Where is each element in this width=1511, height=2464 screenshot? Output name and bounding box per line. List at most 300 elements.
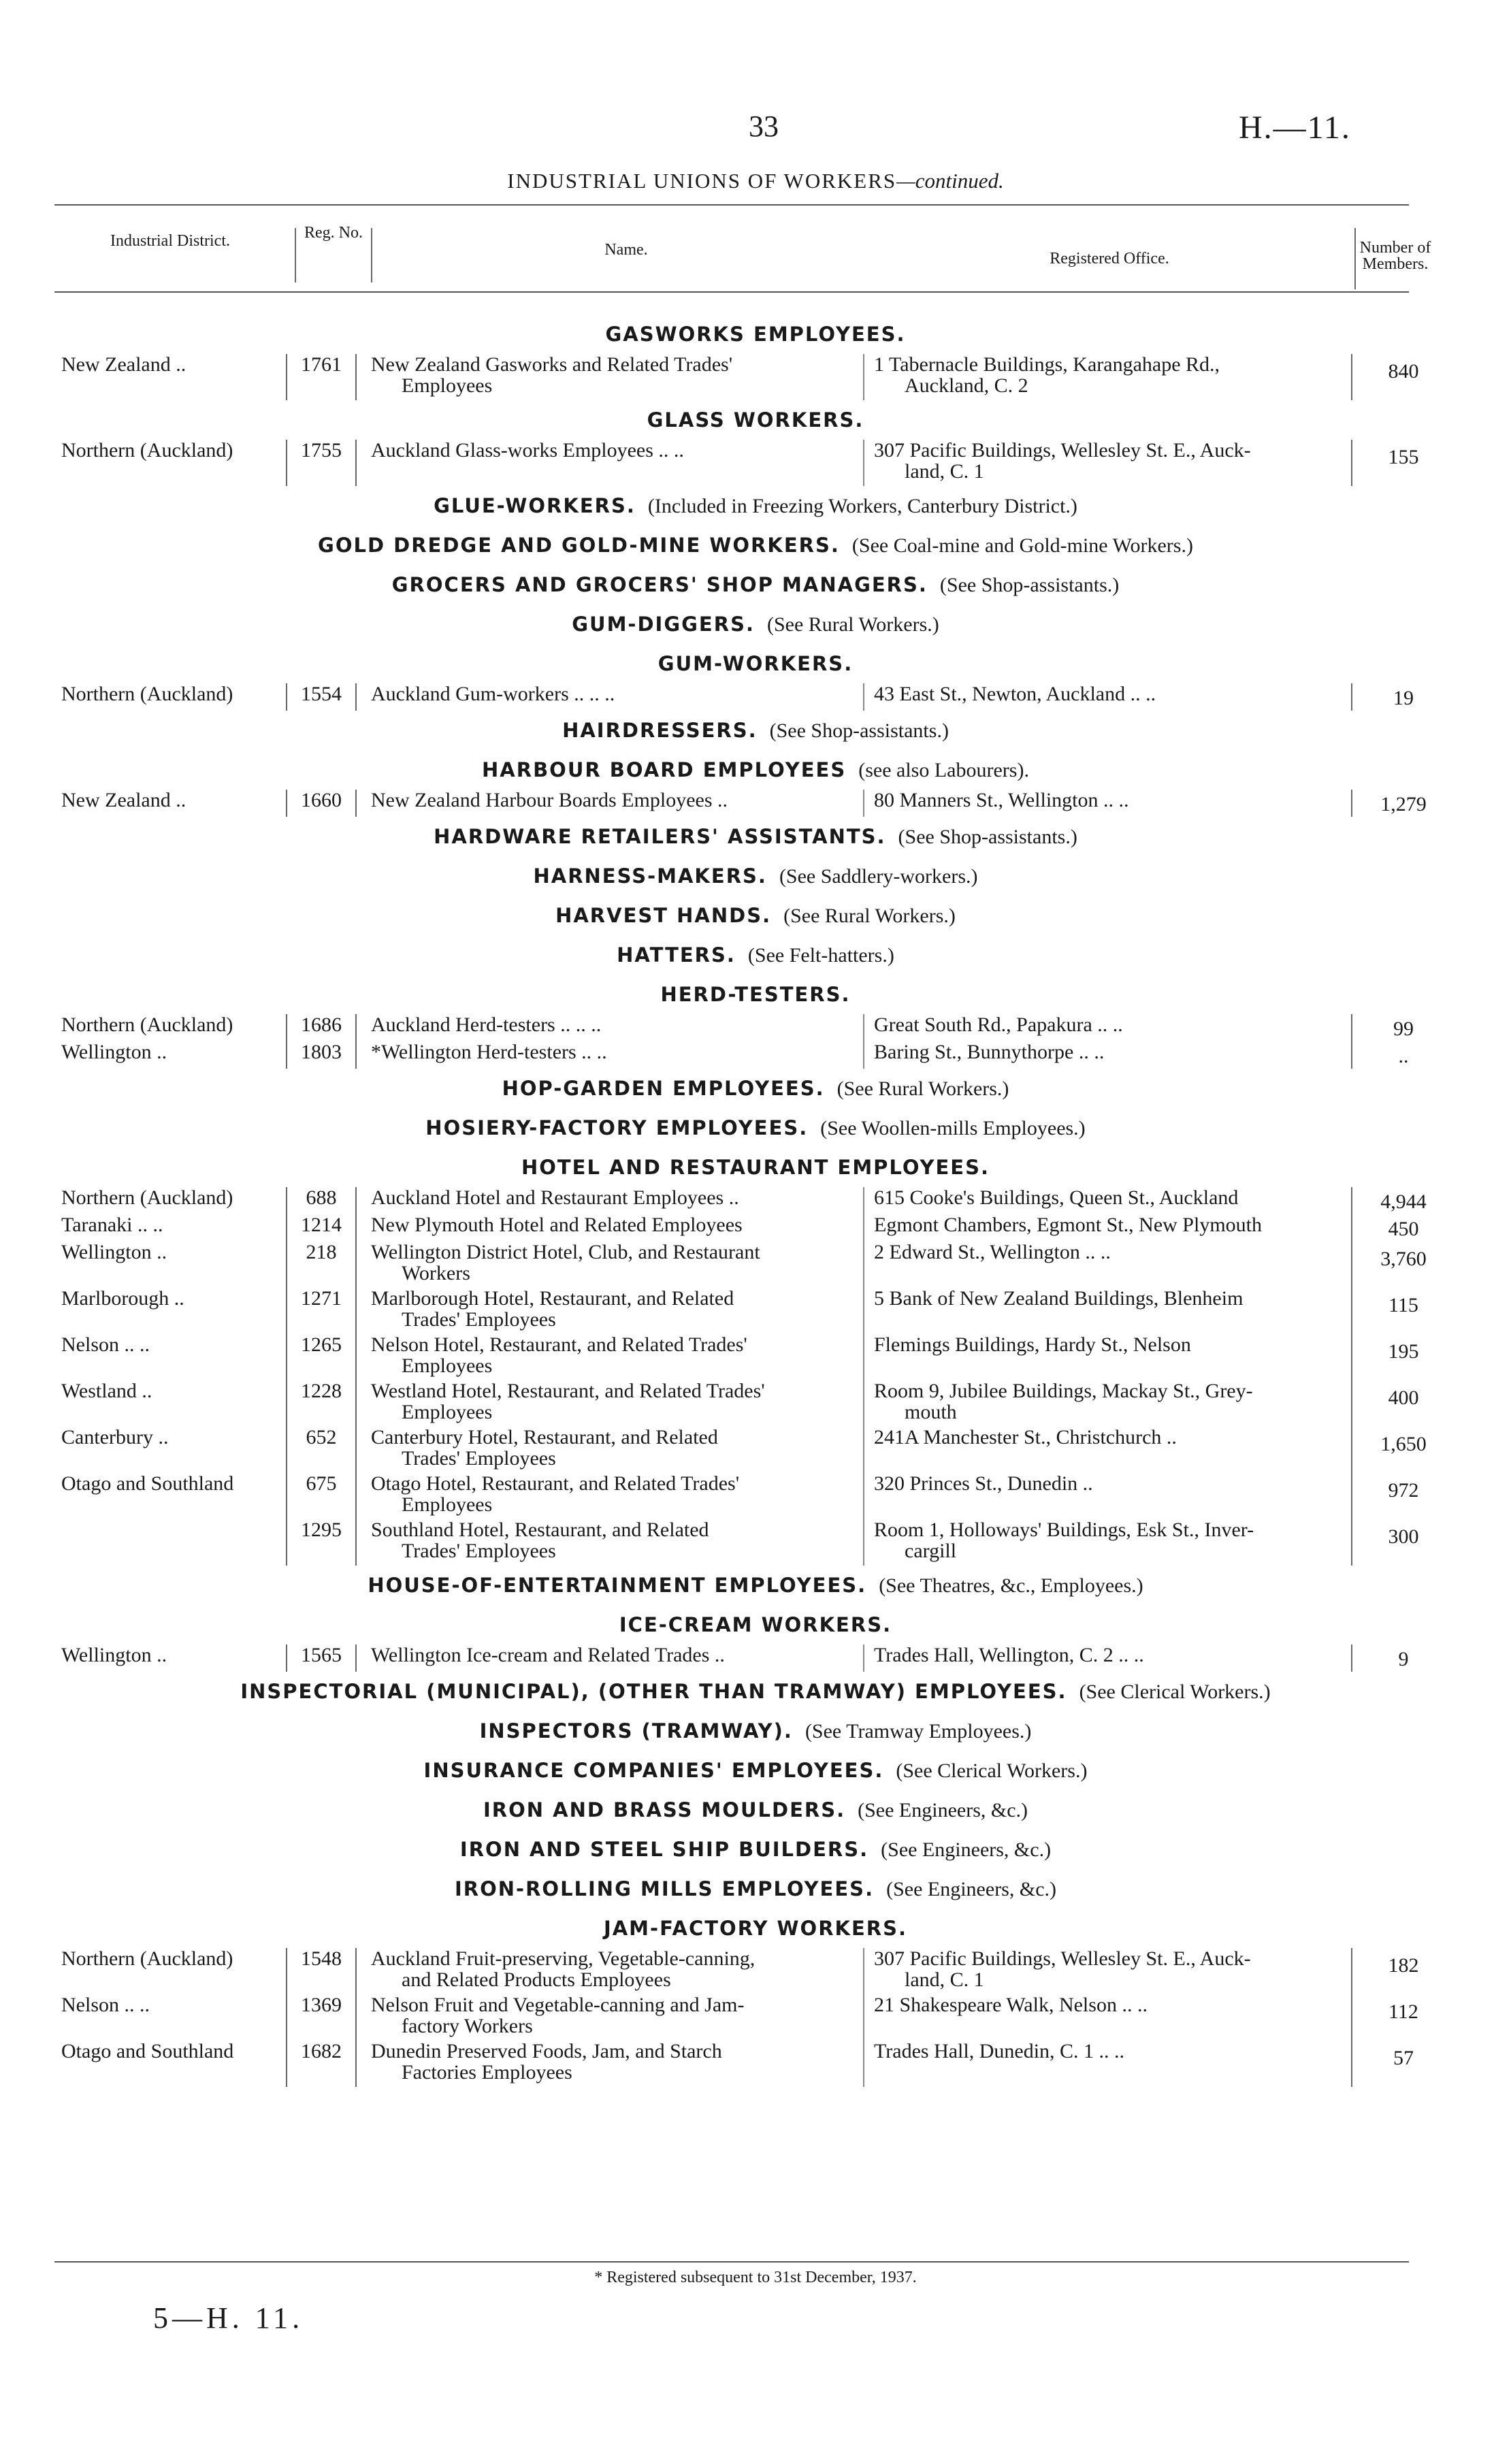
section-heading-text: INSURANCE COMPANIES' EMPLOYEES. — [423, 1759, 884, 1782]
registered-office-cell — [863, 1519, 1326, 1566]
industrial-district-cell: Marlborough .. — [61, 1287, 184, 1310]
industrial-district-cell: Taranaki .. .. — [61, 1214, 163, 1236]
section-heading — [0, 1566, 1511, 1605]
section-heading — [0, 525, 1511, 565]
industrial-district-cell: Wellington .. — [61, 1644, 167, 1666]
reg-number-cell: 1565 — [286, 1644, 357, 1672]
registered-office-cell — [863, 440, 1326, 486]
union-name-cell — [371, 1288, 847, 1330]
section-heading-text: GUM-DIGGERS. — [572, 613, 755, 636]
registered-office-line: land, C. 1 — [905, 1968, 984, 1991]
union-name-line: Employees — [402, 374, 493, 397]
document-reference: H.—11. — [1239, 110, 1351, 146]
section-heading — [0, 1790, 1511, 1830]
members-cell — [1351, 1242, 1455, 1288]
registered-office-line: 43 East St., Newton, Auckland .. .. — [874, 683, 1156, 705]
industrial-district-cell: Northern (Auckland) — [61, 439, 233, 461]
section-cross-reference: (See Felt-hatters.) — [747, 944, 894, 967]
section-heading-text: HARNESS-MAKERS. — [533, 864, 767, 888]
section-heading-text: HERD-TESTERS. — [660, 983, 851, 1006]
union-section — [0, 1790, 1511, 1830]
members-cell — [1351, 1334, 1455, 1380]
table-row — [0, 790, 1511, 817]
members-count: 112 — [1388, 2000, 1418, 2023]
section-heading — [0, 1069, 1511, 1108]
members-cell — [1351, 2041, 1455, 2087]
union-name-line: Auckland Gum-workers .. .. .. — [371, 683, 615, 705]
section-heading-text: GUM-WORKERS. — [657, 652, 854, 675]
union-name-cell — [371, 2041, 847, 2083]
section-heading — [0, 1672, 1511, 1711]
union-section — [0, 817, 1511, 856]
unions-table — [0, 314, 1511, 2087]
column-header-name: Name. — [604, 241, 648, 259]
registered-office-cell — [863, 683, 1326, 711]
table-row — [0, 1994, 1511, 2041]
registered-office-line: Great South Rd., Papakura .. .. — [874, 1014, 1123, 1036]
industrial-district-cell: Nelson .. .. — [61, 1333, 150, 1356]
industrial-district-cell: Northern (Auckland) — [61, 1947, 233, 1970]
union-section — [0, 1566, 1511, 1605]
union-section — [0, 1069, 1511, 1108]
table-row — [0, 1288, 1511, 1334]
union-name-line: Canterbury Hotel, Restaurant, and Related — [371, 1426, 718, 1448]
section-cross-reference: (See Shop-assistants.) — [939, 574, 1120, 596]
section-cross-reference: (See Theatres, &c., Employees.) — [879, 1574, 1143, 1597]
table-row — [0, 440, 1511, 486]
registered-office-line: Room 9, Jubilee Buildings, Mackay St., Grey- — [874, 1380, 1253, 1402]
members-count: 155 — [1388, 446, 1419, 468]
union-section — [0, 1711, 1511, 1751]
section-heading — [0, 817, 1511, 856]
section-heading — [0, 1605, 1511, 1644]
members-count: 1,650 — [1380, 1433, 1427, 1455]
registered-office-line: 307 Pacific Buildings, Wellesley St. E., Auck- — [874, 439, 1251, 461]
union-name-line: and Related Products Employees — [402, 1968, 671, 1991]
section-cross-reference: (See Tramway Employees.) — [805, 1720, 1032, 1742]
union-section — [0, 896, 1511, 935]
registered-office-line: 80 Manners St., Wellington .. .. — [874, 789, 1129, 811]
union-section — [0, 975, 1511, 1069]
industrial-district-cell: Nelson .. .. — [61, 1994, 150, 2016]
page-title-continued: —continued. — [896, 169, 1004, 193]
table-row — [0, 1380, 1511, 1427]
members-cell — [1351, 790, 1455, 817]
header-divider — [371, 228, 372, 282]
union-name-cell — [371, 1427, 847, 1469]
section-heading — [0, 1751, 1511, 1790]
section-heading — [0, 1909, 1511, 1948]
reg-number-cell: 1369 — [286, 1994, 357, 2041]
table-row — [0, 1187, 1511, 1214]
members-cell — [1351, 1380, 1455, 1427]
section-heading — [0, 1869, 1511, 1909]
reg-number-cell: 1295 — [286, 1519, 357, 1566]
reg-number-cell: 688 — [286, 1187, 357, 1214]
union-section — [0, 1605, 1511, 1672]
union-section — [0, 711, 1511, 750]
section-heading — [0, 1108, 1511, 1148]
section-cross-reference: (See Woollen-mills Employees.) — [820, 1117, 1086, 1139]
members-cell — [1351, 1994, 1455, 2041]
section-cross-reference: (See Saddlery-workers.) — [779, 865, 978, 888]
union-section — [0, 644, 1511, 711]
union-name-line: Marlborough Hotel, Restaurant, and Related — [371, 1287, 734, 1310]
section-heading-text: INSPECTORS (TRAMWAY). — [479, 1719, 793, 1742]
union-section — [0, 1108, 1511, 1148]
reg-number-cell: 1228 — [286, 1380, 357, 1427]
section-heading-text: IRON AND BRASS MOULDERS. — [483, 1798, 846, 1821]
section-heading-text: HOUSE-OF-ENTERTAINMENT EMPLOYEES. — [368, 1574, 867, 1597]
union-section — [0, 565, 1511, 604]
members-cell — [1351, 1473, 1455, 1519]
members-count: 840 — [1388, 360, 1419, 383]
union-name-line: New Plymouth Hotel and Related Employees — [371, 1214, 743, 1236]
section-heading-text: GOLD DREDGE AND GOLD-MINE WORKERS. — [318, 534, 840, 557]
union-section — [0, 604, 1511, 644]
section-heading — [0, 935, 1511, 975]
header-divider — [1354, 228, 1356, 289]
registered-office-cell — [863, 1994, 1326, 2041]
section-cross-reference: (see also Labourers). — [858, 759, 1029, 781]
section-heading-text: IRON AND STEEL SHIP BUILDERS. — [459, 1838, 869, 1861]
union-name-line: factory Workers — [402, 2015, 533, 2037]
industrial-district-cell: Wellington .. — [61, 1041, 167, 1063]
members-cell — [1351, 1214, 1455, 1242]
members-count: 450 — [1388, 1218, 1419, 1240]
section-heading-text: ICE-CREAM WORKERS. — [619, 1613, 892, 1636]
industrial-district-cell: Canterbury .. — [61, 1426, 169, 1448]
section-heading-text: HATTERS. — [617, 943, 736, 967]
union-name-line: New Zealand Gasworks and Related Trades' — [371, 353, 733, 376]
union-name-line: Auckland Glass-works Employees .. .. — [371, 439, 684, 461]
column-header-members: Number of Members. — [1359, 239, 1431, 273]
union-name-line: Auckland Hotel and Restaurant Employees .. — [371, 1186, 739, 1209]
reg-number-cell: 1660 — [286, 790, 357, 817]
table-row — [0, 1334, 1511, 1380]
table-row — [0, 354, 1511, 400]
union-section — [0, 1869, 1511, 1909]
registered-office-line: 5 Bank of New Zealand Buildings, Blenheim — [874, 1287, 1244, 1310]
union-section — [0, 935, 1511, 975]
section-heading — [0, 400, 1511, 440]
reg-number-cell: 1682 — [286, 2041, 357, 2087]
union-name-cell — [371, 683, 847, 704]
section-heading-text: HAIRDRESSERS. — [562, 719, 758, 742]
union-name-line: Southland Hotel, Restaurant, and Related — [371, 1519, 709, 1541]
reg-number-cell: 1265 — [286, 1334, 357, 1380]
page-title — [0, 169, 1511, 193]
registered-office-line: Trades Hall, Wellington, C. 2 .. .. — [874, 1644, 1144, 1666]
registered-office-cell — [863, 1380, 1326, 1427]
members-count: 19 — [1393, 687, 1414, 709]
union-section — [0, 486, 1511, 525]
reg-number-cell: 652 — [286, 1427, 357, 1473]
section-cross-reference: (See Engineers, &c.) — [886, 1878, 1056, 1900]
registered-office-line: Auckland, C. 2 — [905, 374, 1028, 397]
table-row — [0, 1242, 1511, 1288]
members-count: 300 — [1388, 1525, 1419, 1548]
union-name-cell — [371, 1014, 847, 1035]
table-row — [0, 1948, 1511, 1994]
union-name-line: Wellington Ice-cream and Related Trades .. — [371, 1644, 725, 1666]
members-cell — [1351, 1014, 1455, 1041]
section-heading-text: GLASS WORKERS. — [647, 408, 864, 432]
union-name-cell — [371, 1041, 847, 1063]
section-cross-reference: (See Shop-assistants.) — [769, 719, 949, 742]
section-heading — [0, 486, 1511, 525]
registered-office-cell — [863, 1427, 1326, 1473]
registered-office-line: land, C. 1 — [905, 460, 984, 483]
registered-office-line: Room 1, Holloways' Buildings, Esk St., Inver- — [874, 1519, 1254, 1541]
members-count: 9 — [1398, 1648, 1409, 1670]
registered-office-cell — [863, 790, 1326, 817]
union-name-cell — [371, 1948, 847, 1990]
registered-office-line: Trades Hall, Dunedin, C. 1 .. .. — [874, 2040, 1125, 2062]
table-row — [0, 1644, 1511, 1672]
registered-office-line: 1 Tabernacle Buildings, Karangahape Rd., — [874, 353, 1220, 376]
reg-number-cell: 1761 — [286, 354, 357, 400]
section-cross-reference: (See Engineers, &c.) — [881, 1838, 1052, 1861]
section-heading — [0, 896, 1511, 935]
section-heading — [0, 1830, 1511, 1869]
section-heading — [0, 604, 1511, 644]
printer-signature: 5—H. 11. — [153, 2301, 304, 2335]
section-cross-reference: (See Shop-assistants.) — [898, 826, 1077, 848]
registered-office-cell — [863, 1242, 1326, 1288]
members-count: 195 — [1388, 1340, 1419, 1363]
registered-office-line: 320 Princes St., Dunedin .. — [874, 1472, 1093, 1495]
section-cross-reference: (Included in Freezing Workers, Canterbury District.) — [647, 495, 1077, 517]
members-cell — [1351, 1519, 1455, 1566]
industrial-district-cell: Northern (Auckland) — [61, 1014, 233, 1036]
industrial-district-cell: Westland .. — [61, 1380, 152, 1402]
union-name-cell — [371, 1187, 847, 1208]
table-row — [0, 1041, 1511, 1069]
members-cell — [1351, 1288, 1455, 1334]
members-cell — [1351, 354, 1455, 400]
registered-office-line: Baring St., Bunnythorpe .. .. — [874, 1041, 1105, 1063]
union-name-line: Wellington District Hotel, Club, and Restaurant — [371, 1241, 760, 1263]
registered-office-cell — [863, 2041, 1326, 2087]
page-title-main: INDUSTRIAL UNIONS OF WORKERS — [507, 169, 897, 193]
footer-rule — [54, 2261, 1409, 2263]
union-section — [0, 1751, 1511, 1790]
header-top-rule — [54, 204, 1409, 206]
members-cell — [1351, 1644, 1455, 1672]
union-section — [0, 314, 1511, 400]
section-heading-text: HARBOUR BOARD EMPLOYEES — [482, 758, 847, 781]
section-cross-reference: (See Clerical Workers.) — [896, 1760, 1088, 1782]
registered-office-line: cargill — [905, 1540, 957, 1562]
union-name-line: Factories Employees — [402, 2061, 572, 2084]
reg-number-cell: 1554 — [286, 683, 357, 711]
section-heading — [0, 314, 1511, 354]
industrial-district-cell: Northern (Auckland) — [61, 683, 233, 705]
union-name-cell — [371, 1519, 847, 1561]
union-section — [0, 525, 1511, 565]
section-cross-reference: (See Rural Workers.) — [783, 905, 956, 927]
registered-office-line: Egmont Chambers, Egmont St., New Plymouth — [874, 1214, 1262, 1236]
union-name-line: Dunedin Preserved Foods, Jam, and Starch — [371, 2040, 722, 2062]
reg-number-cell: 1803 — [286, 1041, 357, 1069]
page-number: 33 — [749, 110, 779, 143]
union-name-line: Workers — [402, 1262, 470, 1284]
section-heading — [0, 711, 1511, 750]
registered-office-cell — [863, 1334, 1326, 1380]
registered-office-line: 615 Cooke's Buildings, Queen St., Auckland — [874, 1186, 1239, 1209]
table-row — [0, 1214, 1511, 1242]
union-name-line: *Wellington Herd-testers .. .. — [371, 1041, 607, 1063]
registered-office-cell — [863, 1288, 1326, 1334]
section-heading — [0, 644, 1511, 683]
union-name-line: Trades' Employees — [402, 1447, 556, 1470]
section-heading — [0, 856, 1511, 896]
table-row — [0, 1473, 1511, 1519]
section-heading — [0, 565, 1511, 604]
registered-office-line: Flemings Buildings, Hardy St., Nelson — [874, 1333, 1191, 1356]
table-row — [0, 1427, 1511, 1473]
union-name-cell — [371, 1380, 847, 1423]
registered-office-cell — [863, 1473, 1326, 1519]
section-cross-reference: (See Coal-mine and Gold-mine Workers.) — [851, 534, 1193, 557]
column-header-reg: Reg. No. — [304, 224, 363, 242]
table-row — [0, 1014, 1511, 1041]
members-count: 400 — [1388, 1387, 1419, 1409]
reg-number-cell: 218 — [286, 1242, 357, 1288]
members-cell — [1351, 1041, 1455, 1069]
members-count: 1,279 — [1380, 793, 1427, 815]
table-row — [0, 1519, 1511, 1566]
industrial-district-cell: New Zealand .. — [61, 789, 186, 811]
registered-office-line: mouth — [905, 1401, 957, 1423]
union-name-line: Trades' Employees — [402, 1540, 556, 1562]
registered-office-cell — [863, 1644, 1326, 1672]
industrial-district-cell: Otago and Southland — [61, 1472, 234, 1495]
union-name-line: Employees — [402, 1355, 493, 1377]
column-header-district: Industrial District. — [110, 232, 230, 250]
section-heading — [0, 1148, 1511, 1187]
registered-office-cell — [863, 1187, 1326, 1214]
union-section — [0, 1672, 1511, 1711]
members-count: 99 — [1393, 1018, 1414, 1040]
union-name-line: Otago Hotel, Restaurant, and Related Trades' — [371, 1472, 740, 1495]
reg-number-cell: 1755 — [286, 440, 357, 486]
section-heading-text: HARVEST HANDS. — [555, 904, 772, 927]
section-heading — [0, 1711, 1511, 1751]
union-name-cell — [371, 1214, 847, 1235]
union-section — [0, 856, 1511, 896]
union-name-line: Auckland Fruit-preserving, Vegetable-canning, — [371, 1947, 756, 1970]
header-divider — [295, 228, 296, 282]
members-count: 57 — [1393, 2047, 1414, 2069]
table-row — [0, 683, 1511, 711]
union-name-line: Nelson Fruit and Vegetable-canning and Jam- — [371, 1994, 745, 2016]
union-section — [0, 1148, 1511, 1566]
union-name-cell — [371, 440, 847, 461]
section-heading-text: GLUE-WORKERS. — [434, 494, 636, 517]
section-cross-reference: (See Rural Workers.) — [766, 613, 939, 636]
registered-office-line: 21 Shakespeare Walk, Nelson .. .. — [874, 1994, 1148, 2016]
union-name-cell — [371, 1334, 847, 1376]
members-count: .. — [1398, 1045, 1409, 1067]
union-name-cell — [371, 790, 847, 811]
section-heading — [0, 750, 1511, 790]
footnote: * Registered subsequent to 31st December, 1937. — [594, 2269, 917, 2286]
registered-office-line: 241A Manchester St., Christchurch .. — [874, 1426, 1177, 1448]
members-cell — [1351, 440, 1455, 486]
union-section — [0, 1830, 1511, 1869]
registered-office-cell — [863, 1041, 1326, 1069]
section-cross-reference: (See Clerical Workers.) — [1079, 1681, 1271, 1703]
column-header-office: Registered Office. — [1050, 250, 1169, 268]
union-section — [0, 750, 1511, 817]
union-name-line: Trades' Employees — [402, 1308, 556, 1331]
industrial-district-cell: Northern (Auckland) — [61, 1186, 233, 1209]
members-count: 182 — [1388, 1954, 1419, 1977]
section-heading-text: JAM-FACTORY WORKERS. — [603, 1917, 908, 1940]
members-cell — [1351, 683, 1455, 711]
section-heading-text: INSPECTORIAL (MUNICIPAL), (OTHER THAN TRAMWAY) EMPLOYEES. — [240, 1680, 1067, 1703]
union-name-line: Auckland Herd-testers .. .. .. — [371, 1014, 602, 1036]
reg-number-cell: 1271 — [286, 1288, 357, 1334]
members-count: 3,760 — [1380, 1248, 1427, 1270]
table-row — [0, 2041, 1511, 2087]
members-cell — [1351, 1427, 1455, 1473]
union-name-line: Employees — [402, 1401, 493, 1423]
reg-number-cell: 1214 — [286, 1214, 357, 1242]
section-heading-text: GASWORKS EMPLOYEES. — [605, 323, 906, 346]
reg-number-cell: 1548 — [286, 1948, 357, 1994]
registered-office-cell — [863, 1014, 1326, 1041]
section-cross-reference: (See Engineers, &c.) — [858, 1799, 1028, 1821]
union-name-cell — [371, 1242, 847, 1284]
members-count: 115 — [1388, 1294, 1418, 1316]
members-count: 4,944 — [1380, 1190, 1427, 1213]
union-name-line: Nelson Hotel, Restaurant, and Related Trades' — [371, 1333, 747, 1356]
union-section — [0, 1909, 1511, 2087]
members-cell — [1351, 1948, 1455, 1994]
members-cell — [1351, 1187, 1455, 1214]
union-name-line: New Zealand Harbour Boards Employees .. — [371, 789, 728, 811]
section-heading-text: GROCERS AND GROCERS' SHOP MANAGERS. — [391, 573, 928, 596]
reg-number-cell: 1686 — [286, 1014, 357, 1041]
section-heading-text: IRON-ROLLING MILLS EMPLOYEES. — [455, 1877, 875, 1900]
registered-office-line: 2 Edward St., Wellington .. .. — [874, 1241, 1111, 1263]
section-heading-text: HOTEL AND RESTAURANT EMPLOYEES. — [521, 1156, 990, 1179]
industrial-district-cell: Otago and Southland — [61, 2040, 234, 2062]
members-count: 972 — [1388, 1479, 1419, 1502]
section-heading-text: HOP-GARDEN EMPLOYEES. — [502, 1077, 825, 1100]
section-heading — [0, 975, 1511, 1014]
union-name-cell — [371, 354, 847, 396]
union-section — [0, 400, 1511, 486]
union-name-cell — [371, 1994, 847, 2037]
section-cross-reference: (See Rural Workers.) — [836, 1077, 1009, 1100]
union-name-line: Employees — [402, 1493, 493, 1516]
section-heading-text: HARDWARE RETAILERS' ASSISTANTS. — [434, 825, 886, 848]
registered-office-cell — [863, 1214, 1326, 1242]
registered-office-cell — [863, 1948, 1326, 1994]
registered-office-cell — [863, 354, 1326, 400]
header-bottom-rule — [54, 291, 1409, 293]
industrial-district-cell: Wellington .. — [61, 1241, 167, 1263]
union-name-cell — [371, 1644, 847, 1666]
union-name-cell — [371, 1473, 847, 1515]
reg-number-cell: 675 — [286, 1473, 357, 1519]
union-name-line: Westland Hotel, Restaurant, and Related Trades' — [371, 1380, 765, 1402]
industrial-district-cell: New Zealand .. — [61, 353, 186, 376]
